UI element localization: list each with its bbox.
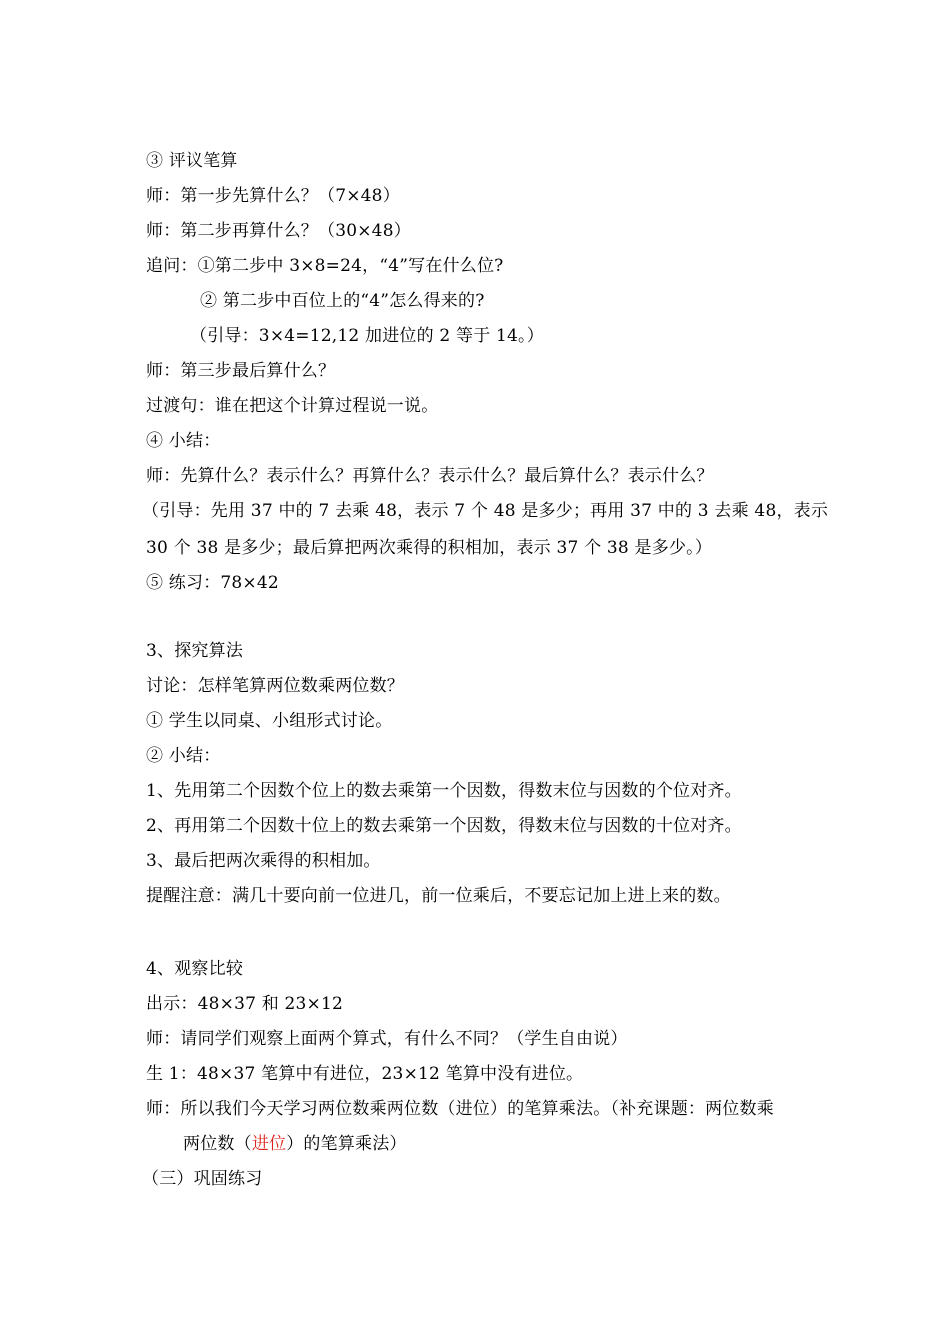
text-line: ② 第二步中百位上的“4”怎么得来的? xyxy=(200,291,485,311)
text-line: （引导：3×4=12,12 加进位的 2 等于 14。） xyxy=(190,326,544,346)
text-line: 1、先用第二个因数个位上的数去乘第一个因数，得数末位与因数的个位对齐。 xyxy=(146,781,742,801)
text-line: （引导：先用 37 中的 7 去乘 48，表示 7 个 48 是多少；再用 37 中的 3 去乘 48，表示 xyxy=(142,501,829,521)
text-segment: 两位数（ xyxy=(183,1134,252,1154)
text-line: 出示：48×37 和 23×12 xyxy=(146,994,344,1014)
text-line: 师：第三步最后算什么？ xyxy=(146,361,336,381)
text-line: ① 学生以同桌、小组形式讨论。 xyxy=(146,711,393,731)
heading-summary: ④ 小结： xyxy=(146,431,221,451)
text-line: 30 个 38 是多少；最后算把两次乘得的积相加，表示 37 个 38 是多少。） xyxy=(146,538,713,558)
highlight-carry: 进位 xyxy=(251,1134,287,1154)
text-line xyxy=(183,1133,407,1155)
text-line: 师：先算什么？表示什么？再算什么？表示什么？最后算什么？表示什么？ xyxy=(146,466,714,486)
section-heading-compare: 4、观察比较 xyxy=(146,959,244,979)
section-heading-explore: 3、探究算法 xyxy=(146,641,244,661)
text-line: 提醒注意：满几十要向前一位进几，前一位乘后，不要忘记加上进上来的数。 xyxy=(146,886,731,906)
text-line: 生 1：48×37 笔算中有进位，23×12 笔算中没有进位。 xyxy=(146,1064,584,1084)
text-line: 追问：①第二步中 3×8=24，“4”写在什么位? xyxy=(146,256,504,276)
heading-practice: ⑤ 练习：78×42 xyxy=(146,573,279,593)
section-heading-consolidate: （三）巩固练习 xyxy=(142,1169,263,1189)
text-line: 2、再用第二个因数十位上的数去乘第一个因数，得数末位与因数的十位对齐。 xyxy=(146,816,742,836)
heading-review-calculation: ③ 评议笔算 xyxy=(146,151,238,171)
text-line: 讨论：怎样笔算两位数乘两位数？ xyxy=(146,676,404,696)
text-line: 过渡句：谁在把这个计算过程说一说。 xyxy=(146,396,439,416)
text-line: 师：第二步再算什么？（30×48） xyxy=(146,221,411,241)
text-segment: ）的笔算乘法） xyxy=(286,1134,407,1154)
text-line: 师：所以我们今天学习两位数乘两位数（进位）的笔算乘法。（补充课题：两位数乘 xyxy=(146,1099,774,1119)
text-line: 3、最后把两次乘得的积相加。 xyxy=(146,851,381,871)
text-line: 师：第一步先算什么？（7×48） xyxy=(146,186,400,206)
text-line: 师：请同学们观察上面两个算式，有什么不同？（学生自由说） xyxy=(146,1029,628,1049)
heading-summary: ② 小结： xyxy=(146,746,221,766)
